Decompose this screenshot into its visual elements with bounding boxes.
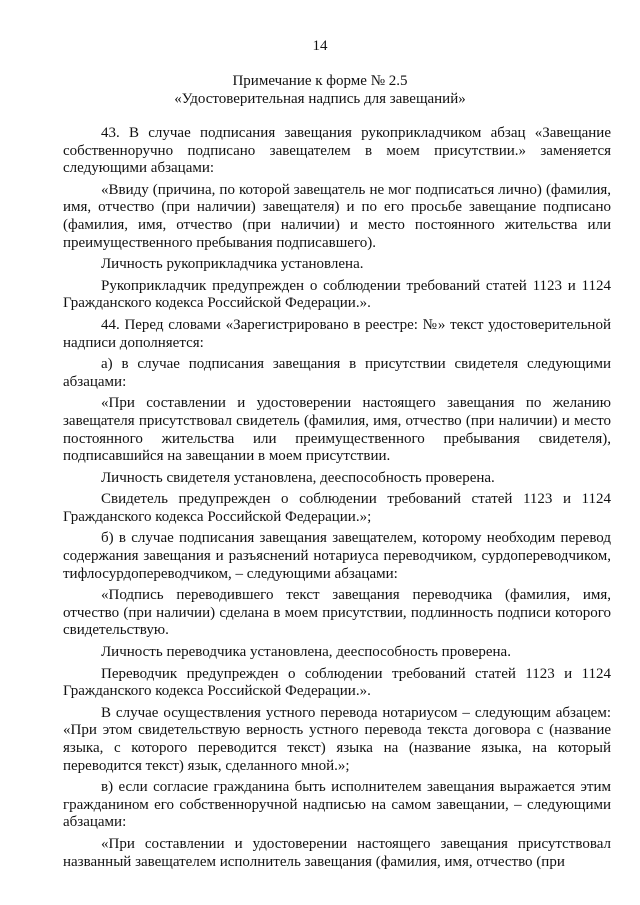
paragraph-44v: в) если согласие гражданина быть исполнителем завещания выражается этим гражданином его собственноручной надписью на самом завещании, – следующими абзацами: bbox=[63, 779, 611, 831]
page-number: 14 bbox=[312, 38, 328, 54]
paragraph-oral-translation: В случае осуществления устного перевода нотариусом – следующим абзацем: «При этом свидетельствую верность устного перевода текста договора с (название языка, с которого переводится текст) языка на (название языка, на который переводится текст) язык, сделанного мной.»; bbox=[63, 704, 611, 774]
paragraph-44b: б) в случае подписания завещания завещателем, которому необходим перевод содержания завещания и разъяснений нотариуса переводчиком, сурдопереводчиком, тифлосурдопереводчиком, – следующими абзацами: bbox=[63, 530, 611, 582]
note-subtitle: «Удостоверительная надпись для завещаний» bbox=[174, 91, 466, 107]
paragraph-44a: а) в случае подписания завещания в присутствии свидетеля следующими абзацами: bbox=[63, 356, 611, 390]
paragraph-quote-witness: «При составлении и удостоверении настоящего завещания по желанию завещателя присутствовал свидетель (фамилия, имя, отчество (при наличии) и место постоянного жительства или преимущественного пребывания свидетеля), подписавшийся на завещании в моем присутствии. bbox=[63, 395, 611, 465]
paragraph-quote-translator: «Подпись переводившего текст завещания переводчика (фамилия, имя, отчество (при наличии) сделана в моем присутствии, подлинность подписи которого свидетельствую. bbox=[63, 587, 611, 639]
paragraph-quote-executor: «При составлении и удостоверении настоящего завещания присутствовал названный завещателем исполнитель завещания (фамилия, имя, отчество (при bbox=[63, 835, 611, 870]
paragraph-43: 43. В случае подписания завещания рукоприкладчиком абзац «Завещание собственноручно подписано завещателем в моем присутствии.» заменяется следующими абзацами: bbox=[63, 125, 611, 177]
paragraph-warning-translator: Переводчик предупрежден о соблюдении требований статей 1123 и 1124 Гражданского кодекса Российской Федерации.». bbox=[63, 665, 611, 700]
paragraph-identity-translator: Личность переводчика установлена, дееспособность проверена. bbox=[101, 644, 511, 661]
paragraph-identity-rukoprikladchik: Личность рукоприкладчика установлена. bbox=[101, 256, 364, 273]
note-title: Примечание к форме № 2.5 bbox=[232, 73, 408, 89]
paragraph-identity-witness: Личность свидетеля установлена, дееспособность проверена. bbox=[101, 469, 495, 486]
paragraph-44: 44. Перед словами «Зарегистрировано в реестре: №» текст удостоверительной надписи дополняется: bbox=[63, 316, 611, 351]
paragraph-warning-rukoprikladchik: Рукоприкладчик предупрежден о соблюдении требований статей 1123 и 1124 Гражданского кодекса Российской Федерации.». bbox=[63, 277, 611, 312]
paragraph-warning-witness: Свидетель предупрежден о соблюдении требований статей 1123 и 1124 Гражданского кодекса Российской Федерации.»; bbox=[63, 491, 611, 525]
paragraph-quote-rukoprikladchik: «Ввиду (причина, по которой завещатель не мог подписаться лично) (фамилия, имя, отчество (при наличии) завещателя) и по его просьбе завещание подписано (фамилия, имя, отчество (при наличии) и место постоянного жительства или преимущественного пребывания подписавшего). bbox=[63, 181, 611, 251]
note-heading bbox=[0, 72, 640, 108]
document-body bbox=[63, 125, 611, 871]
